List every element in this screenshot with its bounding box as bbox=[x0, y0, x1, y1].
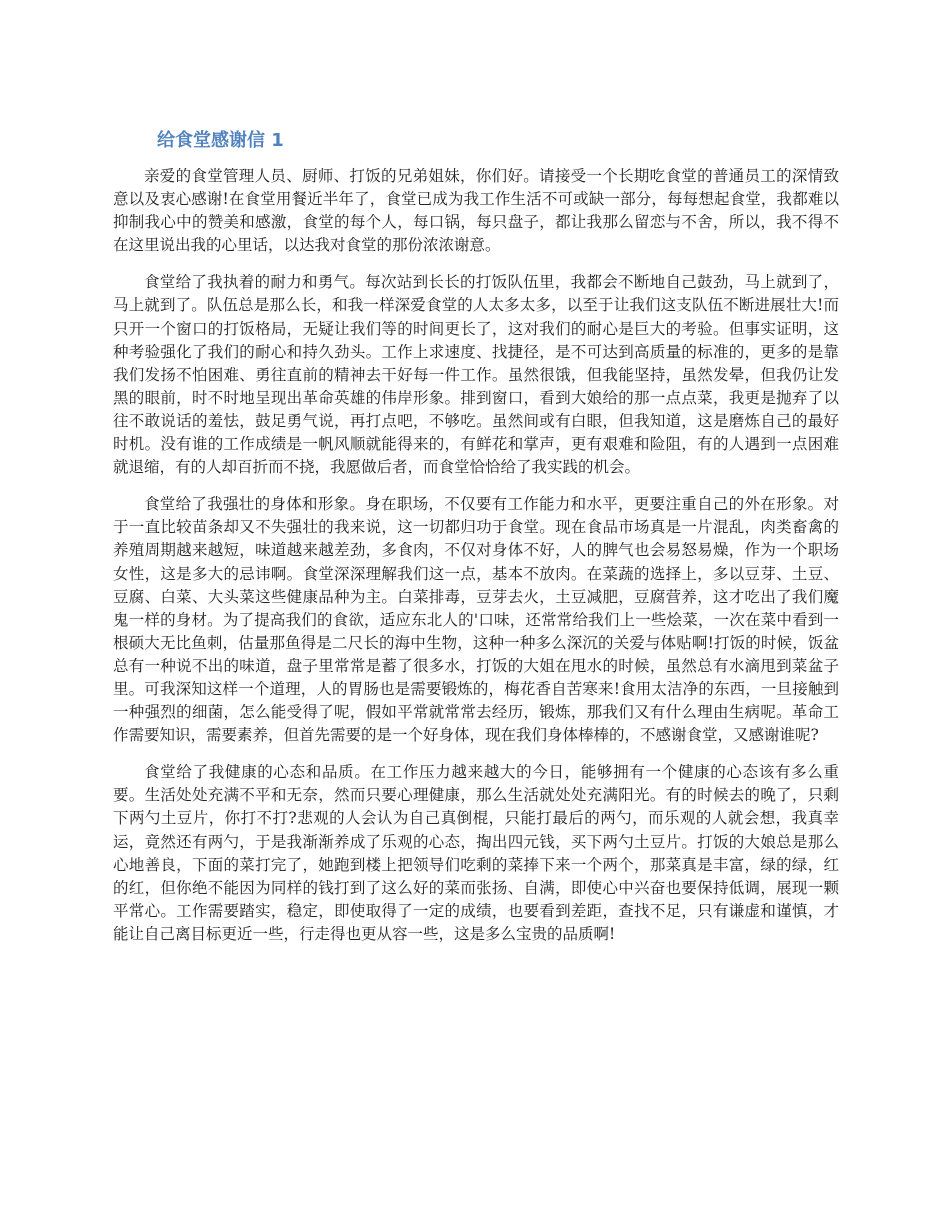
paragraph-attitude: 食堂给了我健康的心态和品质。在工作压力越来越大的今日，能够拥有一个健康的心态该有多么重要。生活处处充满不平和无奈，然而只要心理健康，那么生活就处处充满阳光。有的时候去的晚了，只剩下两勺土豆片，你打不打?悲观的人会认为自己真倒棍，只能打最后的两勺，而乐观的人就会想，我真幸运，竟然还有两勺，于是我渐渐养成了乐观的心态，掏出四元钱，买下两勺土豆片。打饭的大娘总是那么心地善良，下面的菜打完了，她跑到楼上把领导们吃剩的菜捧下来一个两个，那菜真是丰富，绿的绿，红的红，但你绝不能因为同样的钱打到了这么好的菜而张扬、自满，即使心中兴奋也要保持低调，展现一颗平常心。工作需要踏实，稳定，即使取得了一定的成绩，也要看到差距，查找不足，只有谦虚和谨慎，才能让自己离目标更近一些，行走得也更从容一些，这是多么宝贵的品质啊! bbox=[113, 763, 839, 943]
document-title: 给食堂感谢信 1 bbox=[157, 130, 284, 151]
document-body bbox=[113, 165, 839, 960]
paragraph-patience: 食堂给了我执着的耐力和勇气。每次站到长长的打饭队伍里，我都会不断地自己鼓劲，马上就到了，马上就到了。队伍总是那么长，和我一样深爱食堂的人太多太多，以至于让我们这支队伍不断进展壮大!而只开一个窗口的打饭格局，无疑让我们等的时间更长了，这对我们的耐心是巨大的考验。但事实证明，这种考验强化了我们的耐心和持久劲头。工作上求速度、找捷径，是不可达到高质量的标准的，更多的是靠我们发扬不怕困难、勇往直前的精神去干好每一件工作。虽然很饿，但我能坚持，虽然发晕，但我仍让发黑的眼前，时不时地呈现出革命英雄的伟岸形象。排到窗口，看到大娘给的那一点点菜，我更是抛弃了以往不敢说话的羞怯，鼓足勇气说，再打点吧，不够吃。虽然间或有白眼，但我知道，这是磨炼自己的最好时机。没有谁的工作成绩是一帆风顺就能得来的，有鲜花和掌声，更有艰难和险阻，有的人遇到一点困难就退缩，有的人却百折而不挠，我愿做后者，而食堂恰恰给了我实践的机会。 bbox=[113, 273, 839, 477]
paragraph-health: 食堂给了我强壮的身体和形象。身在职场，不仅要有工作能力和水平，更要注重自己的外在形象。对于一直比较苗条却又不失强壮的我来说，这一切都归功于食堂。现在食品市场真是一片混乱，肉类畜禽的养殖周期越来越短，味道越来越差劲，多食肉，不仅对身体不好，人的脾气也会易怒易燥，作为一个职场女性，这是多大的忌讳啊。食堂深深理解我们这一点，基本不放肉。在菜蔬的选择上，多以豆芽、土豆、豆腐、白菜、大头菜这些健康品种为主。白菜排毒，豆芽去火，土豆减肥，豆腐营养，这才吃出了我们魔鬼一样的身材。为了提高我们的食欲，适应东北人的'口味，还常常给我们上一些烩菜，一次在菜中看到一根硕大无比鱼刺，估量那鱼得是二尺长的海中生物，这种一种多么深沉的关爱与体贴啊!打饭的时候，饭盆总有一种说不出的味道，盘子里常常是蓄了很多水，打饭的大姐在甩水的时候，虽然总有水滴甩到菜盆子里。可我深知这样一个道理，人的胃肠也是需要锻炼的，梅花香自苦寒来!食用太洁净的东西，一旦接触到一种强烈的细菌，怎么能受得了呢，假如平常就常常去经历，锻炼，那我们又有什么理由生病呢。革命工作需要知识，需要素养，但首先需要的是一个好身体，现在我们身体棒棒的，不感谢食堂，又感谢谁呢? bbox=[113, 495, 839, 745]
paragraph-intro: 亲爱的食堂管理人员、厨师、打饭的兄弟姐妹，你们好。请接受一个长期吃食堂的普通员工的深情致意以及衷心感谢!在食堂用餐近半年了，食堂已成为我工作生活不可或缺一部分，每每想起食堂，我都难以抑制我心中的赞美和感激，食堂的每个人，每口锅，每只盘子，都让我那么留恋与不舍，所以，我不得不在这里说出我的心里话，以达我对食堂的那份浓浓谢意。 bbox=[113, 167, 839, 255]
